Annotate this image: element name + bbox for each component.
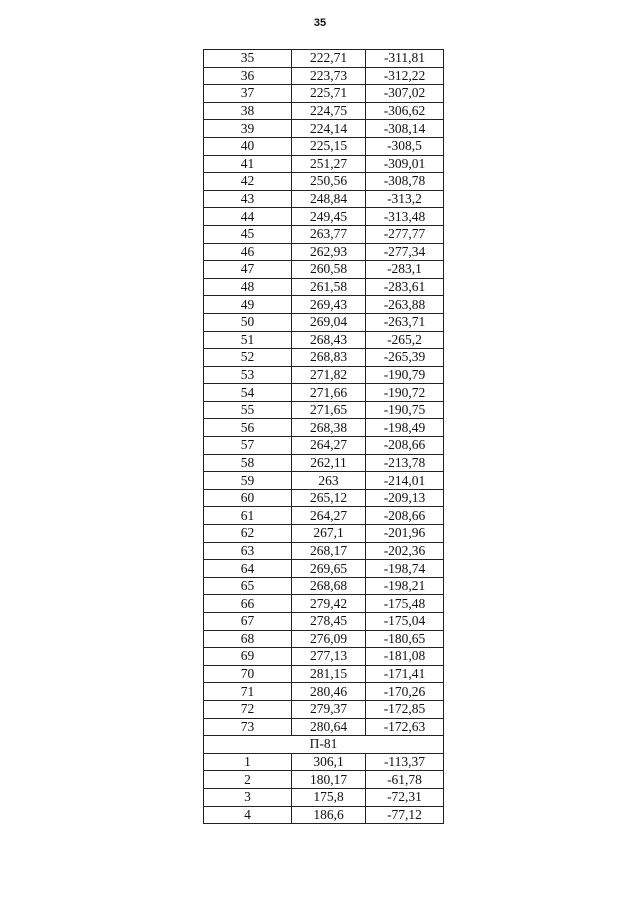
point-number-cell: 56 bbox=[204, 419, 292, 437]
y-value-cell: -265,39 bbox=[366, 349, 444, 367]
table-row bbox=[204, 472, 444, 490]
table-row bbox=[204, 208, 444, 226]
point-number-cell: 61 bbox=[204, 507, 292, 525]
point-number-cell: 38 bbox=[204, 102, 292, 120]
x-value-cell: 271,66 bbox=[292, 384, 366, 402]
point-number-cell: 1 bbox=[204, 753, 292, 771]
table-row bbox=[204, 525, 444, 543]
x-value-cell: 225,15 bbox=[292, 137, 366, 155]
point-number-cell: 3 bbox=[204, 788, 292, 806]
table-row bbox=[204, 331, 444, 349]
point-number-cell: 64 bbox=[204, 560, 292, 578]
table-row bbox=[204, 261, 444, 279]
x-value-cell: 269,43 bbox=[292, 296, 366, 314]
coordinates-table bbox=[203, 49, 444, 824]
y-value-cell: -202,36 bbox=[366, 542, 444, 560]
y-value-cell: -308,78 bbox=[366, 173, 444, 191]
x-value-cell: 261,58 bbox=[292, 278, 366, 296]
y-value-cell: -190,72 bbox=[366, 384, 444, 402]
x-value-cell: 267,1 bbox=[292, 525, 366, 543]
x-value-cell: 263,77 bbox=[292, 225, 366, 243]
point-number-cell: 44 bbox=[204, 208, 292, 226]
table-row bbox=[204, 806, 444, 824]
table-row bbox=[204, 296, 444, 314]
y-value-cell: -277,77 bbox=[366, 225, 444, 243]
section-header-row bbox=[204, 736, 444, 754]
point-number-cell: 72 bbox=[204, 700, 292, 718]
y-value-cell: -175,48 bbox=[366, 595, 444, 613]
x-value-cell: 264,27 bbox=[292, 437, 366, 455]
point-number-cell: 73 bbox=[204, 718, 292, 736]
table-row bbox=[204, 542, 444, 560]
point-number-cell: 51 bbox=[204, 331, 292, 349]
table-row bbox=[204, 437, 444, 455]
table-row bbox=[204, 753, 444, 771]
table-row bbox=[204, 50, 444, 68]
x-value-cell: 269,04 bbox=[292, 313, 366, 331]
table-row bbox=[204, 630, 444, 648]
page-number: 35 bbox=[313, 17, 327, 29]
point-number-cell: 66 bbox=[204, 595, 292, 613]
x-value-cell: 268,43 bbox=[292, 331, 366, 349]
y-value-cell: -198,49 bbox=[366, 419, 444, 437]
x-value-cell: 249,45 bbox=[292, 208, 366, 226]
point-number-cell: 43 bbox=[204, 190, 292, 208]
point-number-cell: 71 bbox=[204, 683, 292, 701]
table-row bbox=[204, 577, 444, 595]
table-row bbox=[204, 595, 444, 613]
table-row bbox=[204, 243, 444, 261]
y-value-cell: -263,71 bbox=[366, 313, 444, 331]
x-value-cell: 262,93 bbox=[292, 243, 366, 261]
x-value-cell: 225,71 bbox=[292, 85, 366, 103]
x-value-cell: 251,27 bbox=[292, 155, 366, 173]
y-value-cell: -263,88 bbox=[366, 296, 444, 314]
point-number-cell: 67 bbox=[204, 613, 292, 631]
point-number-cell: 70 bbox=[204, 665, 292, 683]
y-value-cell: -283,1 bbox=[366, 261, 444, 279]
table-row bbox=[204, 384, 444, 402]
table-row bbox=[204, 349, 444, 367]
y-value-cell: -208,66 bbox=[366, 437, 444, 455]
x-value-cell: 280,64 bbox=[292, 718, 366, 736]
point-number-cell: 62 bbox=[204, 525, 292, 543]
point-number-cell: 54 bbox=[204, 384, 292, 402]
x-value-cell: 265,12 bbox=[292, 489, 366, 507]
section-label: П-81 bbox=[204, 736, 444, 754]
x-value-cell: 306,1 bbox=[292, 753, 366, 771]
y-value-cell: -307,02 bbox=[366, 85, 444, 103]
y-value-cell: -170,26 bbox=[366, 683, 444, 701]
y-value-cell: -171,41 bbox=[366, 665, 444, 683]
table-row bbox=[204, 85, 444, 103]
y-value-cell: -213,78 bbox=[366, 454, 444, 472]
y-value-cell: -113,37 bbox=[366, 753, 444, 771]
point-number-cell: 55 bbox=[204, 401, 292, 419]
x-value-cell: 281,15 bbox=[292, 665, 366, 683]
table-row bbox=[204, 366, 444, 384]
y-value-cell: -308,14 bbox=[366, 120, 444, 138]
point-number-cell: 68 bbox=[204, 630, 292, 648]
y-value-cell: -180,65 bbox=[366, 630, 444, 648]
y-value-cell: -172,85 bbox=[366, 700, 444, 718]
point-number-cell: 57 bbox=[204, 437, 292, 455]
y-value-cell: -309,01 bbox=[366, 155, 444, 173]
table-row bbox=[204, 120, 444, 138]
point-number-cell: 48 bbox=[204, 278, 292, 296]
y-value-cell: -265,2 bbox=[366, 331, 444, 349]
table-row bbox=[204, 102, 444, 120]
point-number-cell: 60 bbox=[204, 489, 292, 507]
point-number-cell: 41 bbox=[204, 155, 292, 173]
y-value-cell: -312,22 bbox=[366, 67, 444, 85]
x-value-cell: 271,65 bbox=[292, 401, 366, 419]
table-body bbox=[204, 50, 444, 824]
x-value-cell: 180,17 bbox=[292, 771, 366, 789]
y-value-cell: -283,61 bbox=[366, 278, 444, 296]
x-value-cell: 260,58 bbox=[292, 261, 366, 279]
table-row bbox=[204, 173, 444, 191]
x-value-cell: 222,71 bbox=[292, 50, 366, 68]
x-value-cell: 186,6 bbox=[292, 806, 366, 824]
y-value-cell: -198,74 bbox=[366, 560, 444, 578]
point-number-cell: 36 bbox=[204, 67, 292, 85]
table-row bbox=[204, 613, 444, 631]
y-value-cell: -181,08 bbox=[366, 648, 444, 666]
table-row bbox=[204, 137, 444, 155]
point-number-cell: 4 bbox=[204, 806, 292, 824]
point-number-cell: 52 bbox=[204, 349, 292, 367]
x-value-cell: 264,27 bbox=[292, 507, 366, 525]
point-number-cell: 40 bbox=[204, 137, 292, 155]
table-row bbox=[204, 683, 444, 701]
y-value-cell: -313,48 bbox=[366, 208, 444, 226]
x-value-cell: 268,68 bbox=[292, 577, 366, 595]
x-value-cell: 248,84 bbox=[292, 190, 366, 208]
y-value-cell: -61,78 bbox=[366, 771, 444, 789]
point-number-cell: 65 bbox=[204, 577, 292, 595]
point-number-cell: 2 bbox=[204, 771, 292, 789]
y-value-cell: -72,31 bbox=[366, 788, 444, 806]
y-value-cell: -277,34 bbox=[366, 243, 444, 261]
x-value-cell: 262,11 bbox=[292, 454, 366, 472]
x-value-cell: 268,38 bbox=[292, 419, 366, 437]
y-value-cell: -208,66 bbox=[366, 507, 444, 525]
table-row bbox=[204, 155, 444, 173]
table-row bbox=[204, 665, 444, 683]
table-row bbox=[204, 67, 444, 85]
y-value-cell: -175,04 bbox=[366, 613, 444, 631]
y-value-cell: -311,81 bbox=[366, 50, 444, 68]
table-row bbox=[204, 507, 444, 525]
point-number-cell: 58 bbox=[204, 454, 292, 472]
y-value-cell: -306,62 bbox=[366, 102, 444, 120]
x-value-cell: 271,82 bbox=[292, 366, 366, 384]
point-number-cell: 37 bbox=[204, 85, 292, 103]
x-value-cell: 280,46 bbox=[292, 683, 366, 701]
point-number-cell: 59 bbox=[204, 472, 292, 490]
table-row bbox=[204, 454, 444, 472]
x-value-cell: 223,73 bbox=[292, 67, 366, 85]
y-value-cell: -214,01 bbox=[366, 472, 444, 490]
point-number-cell: 46 bbox=[204, 243, 292, 261]
table-row bbox=[204, 419, 444, 437]
table-row bbox=[204, 648, 444, 666]
y-value-cell: -190,75 bbox=[366, 401, 444, 419]
x-value-cell: 279,37 bbox=[292, 700, 366, 718]
x-value-cell: 224,14 bbox=[292, 120, 366, 138]
x-value-cell: 279,42 bbox=[292, 595, 366, 613]
x-value-cell: 268,17 bbox=[292, 542, 366, 560]
x-value-cell: 268,83 bbox=[292, 349, 366, 367]
table-row bbox=[204, 771, 444, 789]
table-row bbox=[204, 313, 444, 331]
y-value-cell: -190,79 bbox=[366, 366, 444, 384]
x-value-cell: 277,13 bbox=[292, 648, 366, 666]
table-row bbox=[204, 401, 444, 419]
x-value-cell: 250,56 bbox=[292, 173, 366, 191]
point-number-cell: 45 bbox=[204, 225, 292, 243]
point-number-cell: 49 bbox=[204, 296, 292, 314]
point-number-cell: 39 bbox=[204, 120, 292, 138]
point-number-cell: 53 bbox=[204, 366, 292, 384]
point-number-cell: 47 bbox=[204, 261, 292, 279]
table-row bbox=[204, 489, 444, 507]
y-value-cell: -198,21 bbox=[366, 577, 444, 595]
y-value-cell: -201,96 bbox=[366, 525, 444, 543]
point-number-cell: 69 bbox=[204, 648, 292, 666]
x-value-cell: 278,45 bbox=[292, 613, 366, 631]
table-row bbox=[204, 788, 444, 806]
point-number-cell: 50 bbox=[204, 313, 292, 331]
x-value-cell: 276,09 bbox=[292, 630, 366, 648]
point-number-cell: 63 bbox=[204, 542, 292, 560]
table-row bbox=[204, 278, 444, 296]
table-row bbox=[204, 560, 444, 578]
table-row bbox=[204, 700, 444, 718]
y-value-cell: -172,63 bbox=[366, 718, 444, 736]
y-value-cell: -313,2 bbox=[366, 190, 444, 208]
y-value-cell: -209,13 bbox=[366, 489, 444, 507]
table-row bbox=[204, 190, 444, 208]
y-value-cell: -308,5 bbox=[366, 137, 444, 155]
x-value-cell: 224,75 bbox=[292, 102, 366, 120]
point-number-cell: 42 bbox=[204, 173, 292, 191]
x-value-cell: 175,8 bbox=[292, 788, 366, 806]
y-value-cell: -77,12 bbox=[366, 806, 444, 824]
table-row bbox=[204, 718, 444, 736]
x-value-cell: 269,65 bbox=[292, 560, 366, 578]
x-value-cell: 263 bbox=[292, 472, 366, 490]
table-row bbox=[204, 225, 444, 243]
point-number-cell: 35 bbox=[204, 50, 292, 68]
